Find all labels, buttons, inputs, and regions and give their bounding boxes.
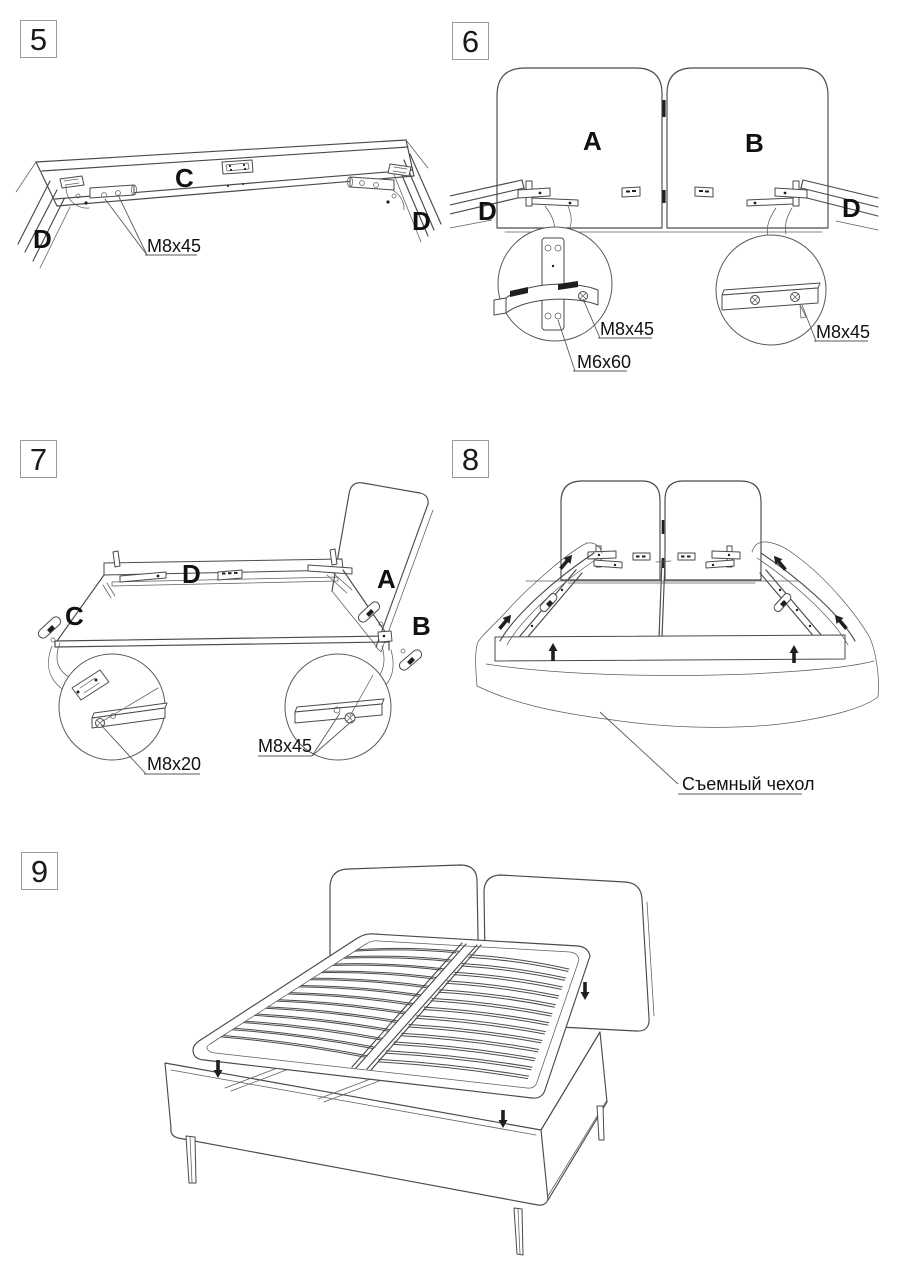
part-label-b: B (412, 611, 431, 641)
part-label-d: D (182, 559, 201, 589)
step-7-number: 7 (29, 441, 48, 477)
step-9-number: 9 (30, 853, 49, 889)
part-label-d-left: D (478, 196, 497, 226)
cover-callout-label: Съемный чехол (682, 774, 815, 794)
headboard-panels-drawing (450, 68, 878, 236)
step-5-number: 5 (29, 21, 48, 57)
slat-base (193, 934, 590, 1098)
part-label-d-right: D (842, 193, 861, 223)
fastener-label-m8x45-left: M8x45 (600, 319, 655, 339)
part-label-a: A (377, 564, 396, 594)
assembled-bed-drawing (165, 865, 654, 1255)
headboard-panel-a (497, 68, 662, 228)
step-5-drawing (0, 0, 450, 420)
step-6-number-box (452, 22, 489, 60)
part-label-c: C (65, 601, 84, 631)
part-label-b: B (745, 128, 764, 158)
step-9-drawing (0, 840, 900, 1280)
fastener-label-m6x60: M6x60 (577, 352, 632, 372)
corner-bracket-left (60, 176, 137, 208)
step-7-drawing (0, 420, 450, 840)
part-label-a: A (583, 126, 602, 156)
fastener-label-m8x20: M8x20 (147, 754, 202, 774)
step-9-number-box (21, 852, 58, 890)
step-8-number: 8 (461, 441, 480, 477)
fastener-label-m8x45: M8x45 (147, 236, 202, 256)
part-label-d-right: D (412, 206, 431, 236)
detail-circle-right (716, 235, 826, 345)
step-6-number: 6 (461, 23, 480, 59)
fastener-label-m8x45: M8x45 (258, 736, 313, 756)
part-label-c: C (175, 163, 194, 193)
step-8-drawing (450, 420, 900, 840)
step-8-number-box (452, 440, 489, 478)
fastener-label-m8x45-right: M8x45 (816, 322, 871, 342)
step-6-drawing (450, 0, 900, 420)
detail-circle-left (59, 654, 167, 760)
step-5-number-box (20, 20, 57, 58)
part-label-d-left: D (33, 224, 52, 254)
bed-with-cover-drawing (476, 481, 879, 794)
headboard-rail-c-drawing (16, 140, 441, 268)
step-7-number-box (20, 440, 57, 478)
corner-bracket-right (347, 164, 411, 210)
